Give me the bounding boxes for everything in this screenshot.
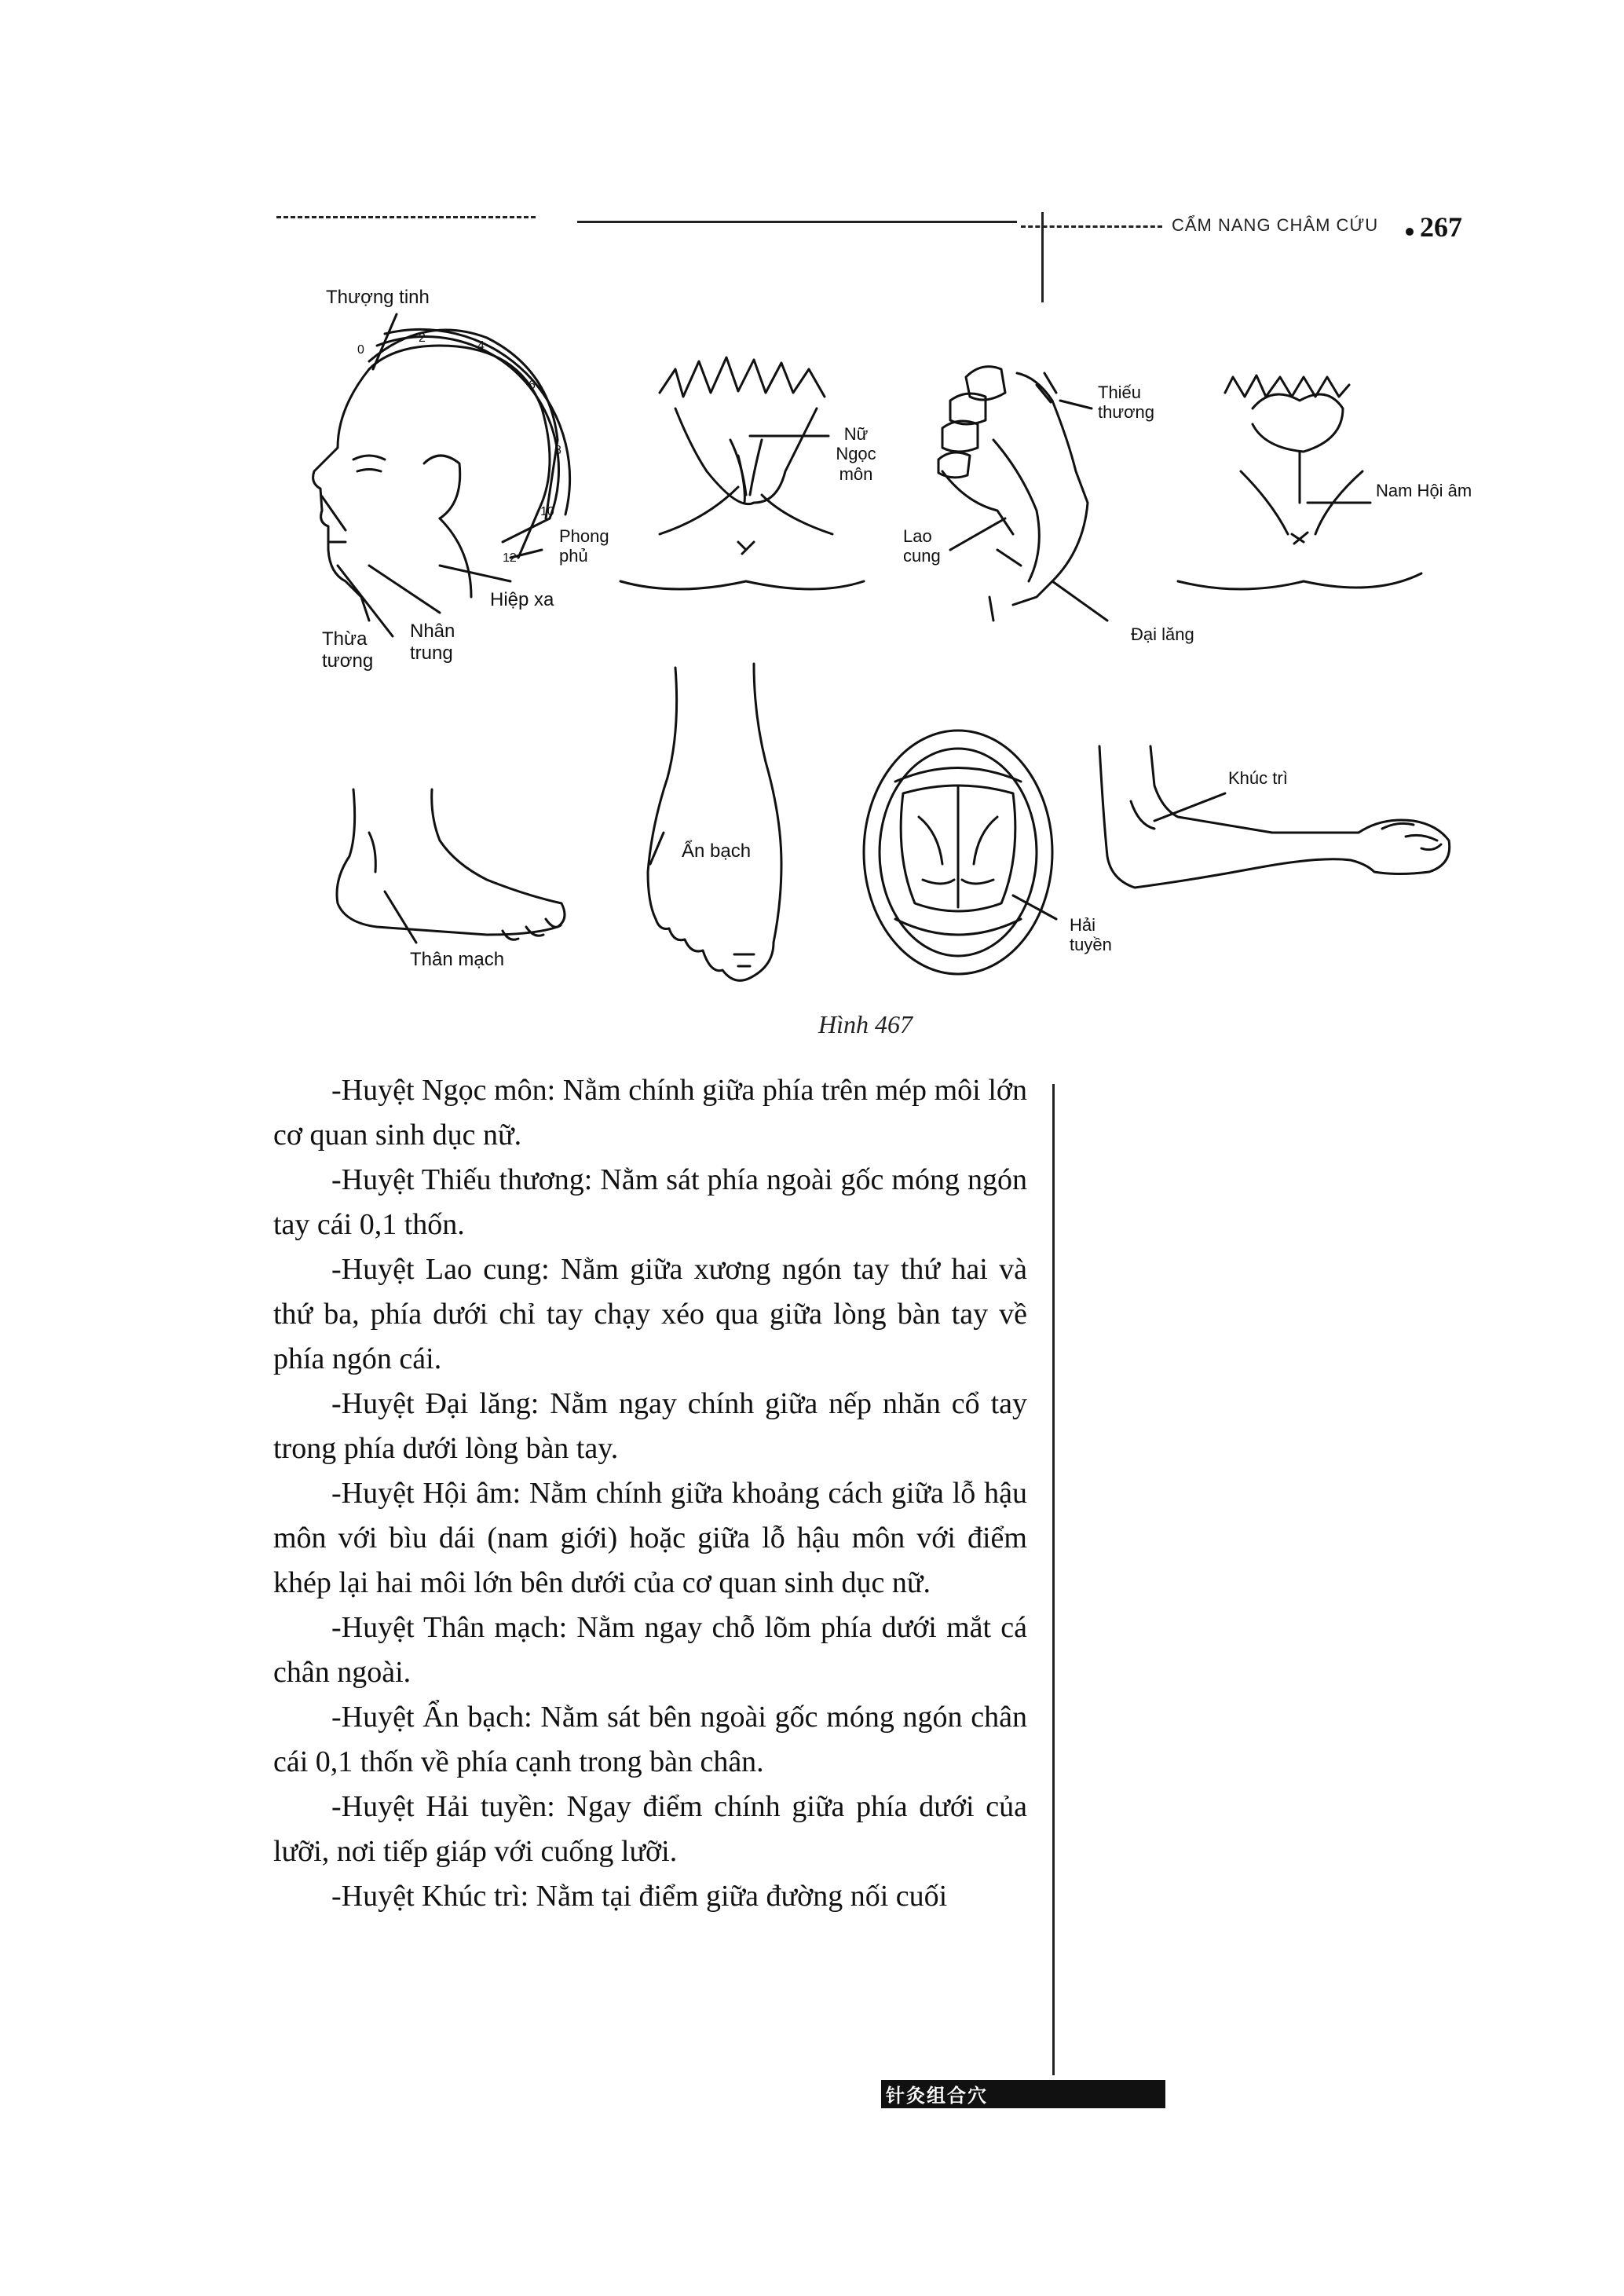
label-phong-phu: Phong phủ (559, 526, 609, 566)
label-nhan-trung: Nhân trung (410, 621, 455, 664)
paragraph-hoi-am: -Huyệt Hội âm: Nằm chính giữa khoảng cách giữa lỗ hậu môn với bìu dái (nam giới) hoặc giữa lỗ hậu môn với điểm khép lại hai môi lớn bên dưới của cơ quan sinh dục nữ. (273, 1477, 1027, 1599)
paragraph-hai-tuyen: -Huyệt Hải tuyền: Ngay điểm chính giữa phía dưới của lưỡi, nơi tiếp giáp với cuống lưỡi. (273, 1790, 1027, 1868)
figure-caption: Hình 467 (818, 1010, 913, 1038)
label-thua-tuong: Thừa tương (322, 628, 374, 672)
page-number: 267 (1420, 211, 1462, 243)
paragraph-than-mach: -Huyệt Thân mạch: Nằm ngay chỗ lõm phía dưới mắt cá chân ngoài. (273, 1611, 1027, 1689)
paragraph-an-bach: -Huyệt Ẩn bạch: Nằm sát bên ngoài gốc móng ngón chân cái 0,1 thốn về phía cạnh trong bàn chân. (273, 1701, 1027, 1778)
head-scale-0: 0 (357, 343, 364, 357)
paragraph-lao-cung: -Huyệt Lao cung: Nằm giữa xương ngón tay thứ hai và thứ ba, phía dưới chỉ tay chạy xéo qua giữa lòng bàn tay về phía ngón cái. (273, 1253, 1027, 1375)
label-hiep-xa: Hiệp xa (490, 589, 554, 610)
paragraph-thieu-thuong: -Huyệt Thiếu thương: Nằm sát phía ngoài gốc móng ngón tay cái 0,1 thốn. (273, 1163, 1027, 1241)
head-scale-2: 2 (419, 331, 426, 345)
paragraph-khuc-tri: -Huyệt Khúc trì: Nằm tại điểm giữa đường nối cuối (331, 1880, 948, 1913)
body-vertical-rule (1052, 1084, 1055, 2075)
body-text (273, 1068, 1027, 1919)
paragraph-dai-lang: -Huyệt Đại lăng: Nằm ngay chính giữa nếp nhăn cổ tay trong phía dưới lòng bàn tay. (273, 1387, 1027, 1465)
label-nam-hoi-am: Nam Hội âm (1376, 481, 1472, 500)
head-scale-10: 10 (540, 505, 554, 518)
head-scale-12: 12 (503, 551, 517, 565)
label-thieu-thuong: Thiếu thương (1098, 383, 1154, 423)
running-title: CẨM NANG CHÂM CỨU (1172, 215, 1379, 235)
label-hai-tuyen: Hải tuyền (1070, 915, 1112, 955)
label-lao-cung: Lao cung (903, 526, 941, 566)
label-thuong-tinh: Thượng tinh (326, 287, 430, 308)
label-khuc-tri: Khúc trì (1228, 768, 1288, 788)
footer-label: 针灸组合穴 (886, 2085, 988, 2107)
label-dai-lang: Đại lăng (1131, 624, 1194, 644)
label-nu-ngoc-mon: Nữ Ngọc môn (836, 424, 876, 484)
head-scale-4: 4 (477, 339, 485, 353)
label-than-mach: Thân mạch (410, 949, 505, 970)
paragraph-ngoc-mon: -Huyệt Ngọc môn: Nằm chính giữa phía trên mép môi lớn cơ quan sinh dục nữ. (273, 1074, 1027, 1152)
head-scale-8: 8 (554, 444, 561, 457)
head-scale-6: 6 (529, 379, 536, 392)
label-an-bach: Ẩn bạch (682, 840, 752, 862)
